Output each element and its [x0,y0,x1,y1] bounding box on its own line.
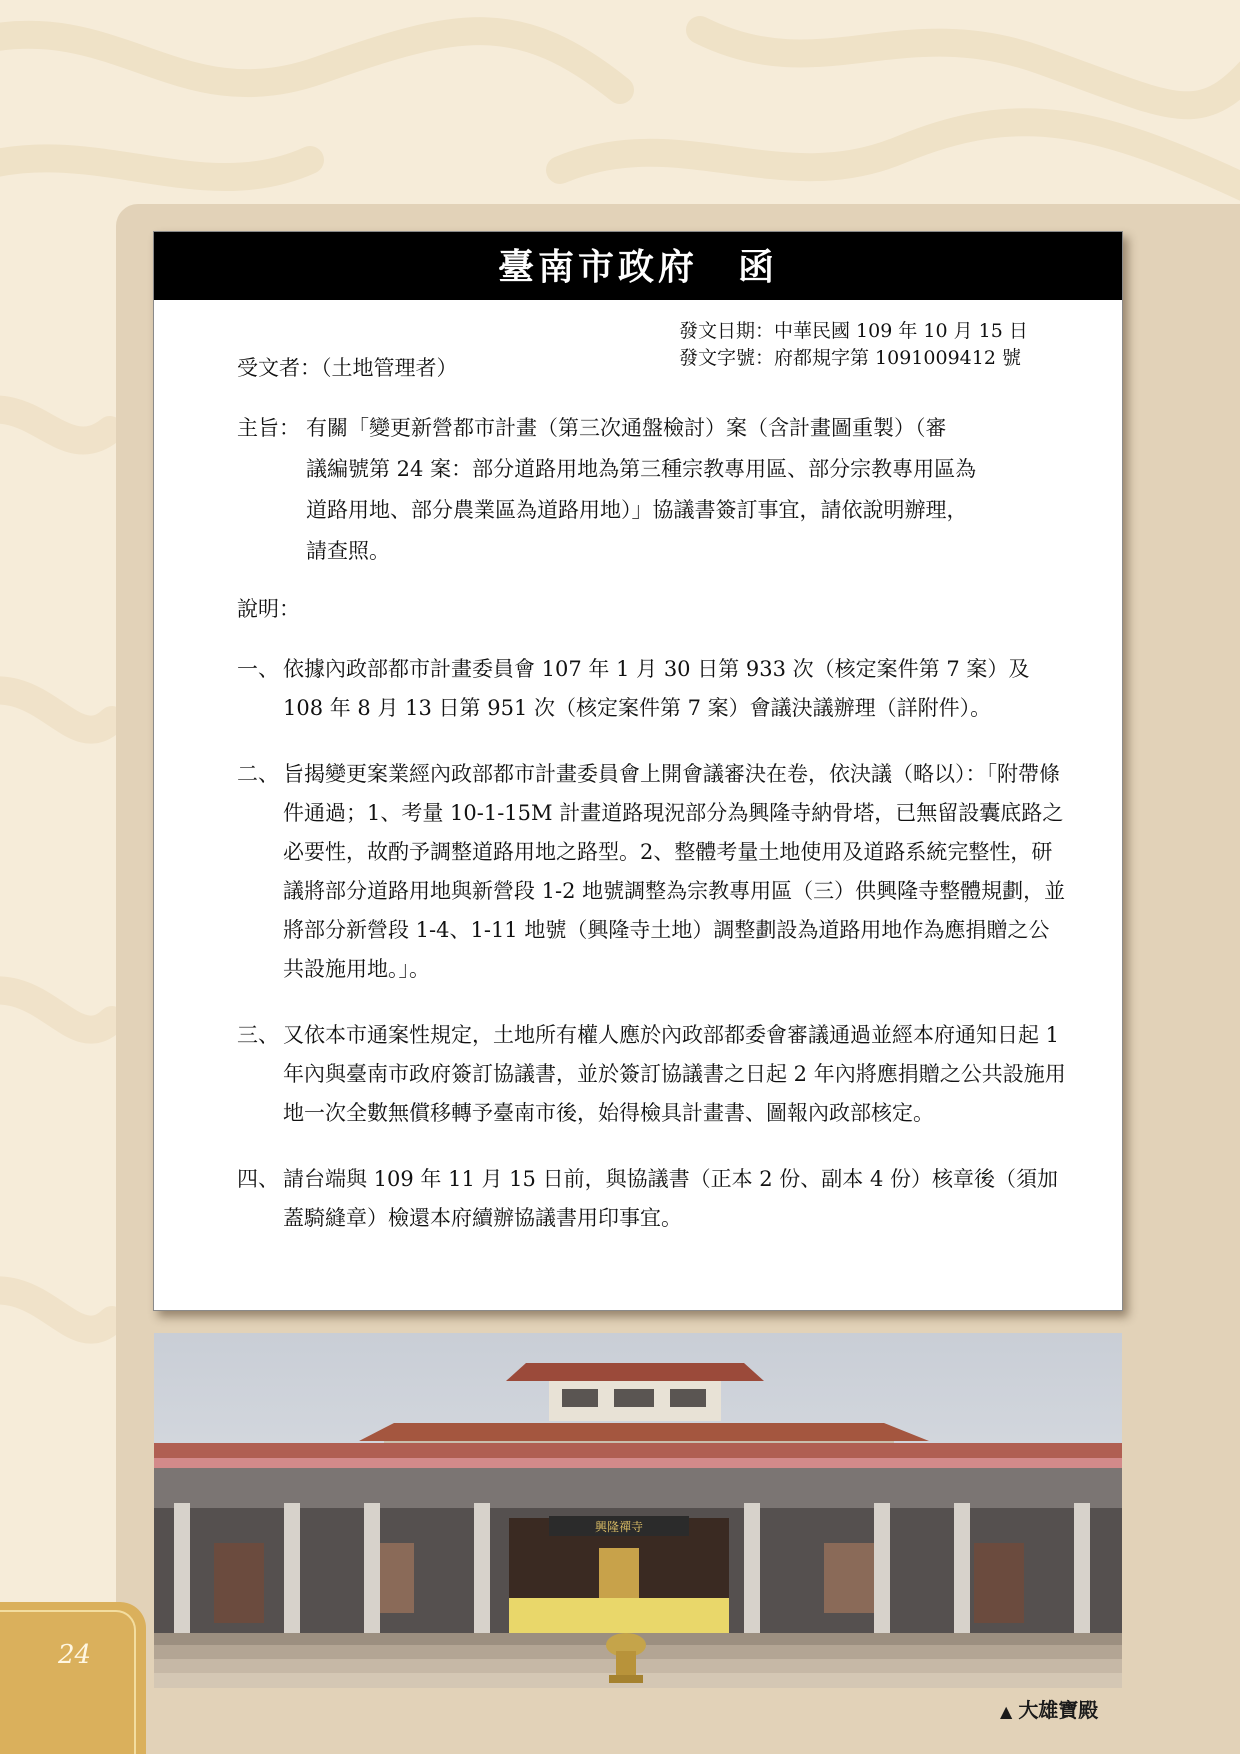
subject-text [237,408,1057,572]
item-number: 一、 [237,657,279,681]
caption-text: 大雄寶殿 [1018,1698,1099,1722]
item-number: 三、 [237,1023,279,1047]
triangle-icon: ▲ [1000,1702,1013,1721]
explanation-item [237,755,1067,989]
explanation-items [237,650,1067,1265]
government-letter [153,231,1123,1311]
letter-title: 臺南市政府 函 [154,232,1122,300]
item-text: 又依本市通案性規定，土地所有權人應於內政部都委會審議通過並經本府通知日起 1 年內與臺南市政府簽訂協議書，並於簽訂協議書之日起 2 年內將應捐贈之公共設施用地一次全數無償移轉予臺南市後，始得檢具計畫書、圖報內政部核定。 [283,1023,1066,1125]
recipient: 受文者：（土地管理者） [237,356,458,380]
item-number: 二、 [237,762,279,786]
temple-photo [154,1333,1122,1688]
item-text: 旨揭變更案業經內政部都市計畫委員會上開會議審決在卷，依決議（略以）：「附帶條件通過；1、考量 10-1-15M 計畫道路現況部分為興隆寺納骨塔，已無留設囊底路之必要性，故酌予調整道路用地之路型。2、整體考量土地使用及道路系統完整性，研議將部分道路用地與新營段 1-2 地號調整為宗教專用區（三）供興隆寺整體規劃，並將部分新營段 1-4、1-11 地號（興隆寺土地）調整劃設為道路用地作為應捐贈之公共設施用地。」。 [283,762,1066,981]
temple-sign-text: 興隆禪寺 [594,1520,644,1534]
explanation-item [237,1160,1067,1238]
document-number: 發文字號：府都規字第 1091009412 號 [679,347,1021,369]
letter-meta [679,318,1028,372]
subject [237,408,1057,572]
subject-line: 請查照。 [306,539,390,563]
temple-illustration [154,1333,1122,1688]
explanation-label: 說明： [237,597,300,621]
explanation-item [237,1016,1067,1133]
photo-caption [1000,1694,1098,1723]
issue-date: 發文日期：中華民國 109 年 10 月 15 日 [679,320,1028,342]
item-number: 四、 [237,1167,279,1191]
page-number: 24 [58,1640,92,1670]
subject-label: 主旨： [237,416,300,440]
subject-line: 議編號第 24 案：部分道路用地為第三種宗教專用區、部分宗教專用區為 [306,457,977,481]
item-text: 請台端與 109 年 11 月 15 日前，與協議書（正本 2 份、副本 4 份）核章後（須加蓋騎縫章）檢還本府續辦協議書用印事宜。 [283,1167,1058,1230]
page-corner-line [0,1610,136,1754]
subject-line: 道路用地、部分農業區為道路用地）」協議書簽訂事宜，請依說明辦理， [306,498,968,522]
explanation-item [237,650,1067,728]
item-text: 依據內政部都市計畫委員會 107 年 1 月 30 日第 933 次（核定案件第 7 案）及 108 年 8 月 13 日第 951 次（核定案件第 7 案）會議決議辦理（詳附件）。 [283,657,1030,720]
subject-line: 有關「變更新營都市計畫（第三次通盤檢討）案（含計畫圖重製）（審 [306,416,947,440]
